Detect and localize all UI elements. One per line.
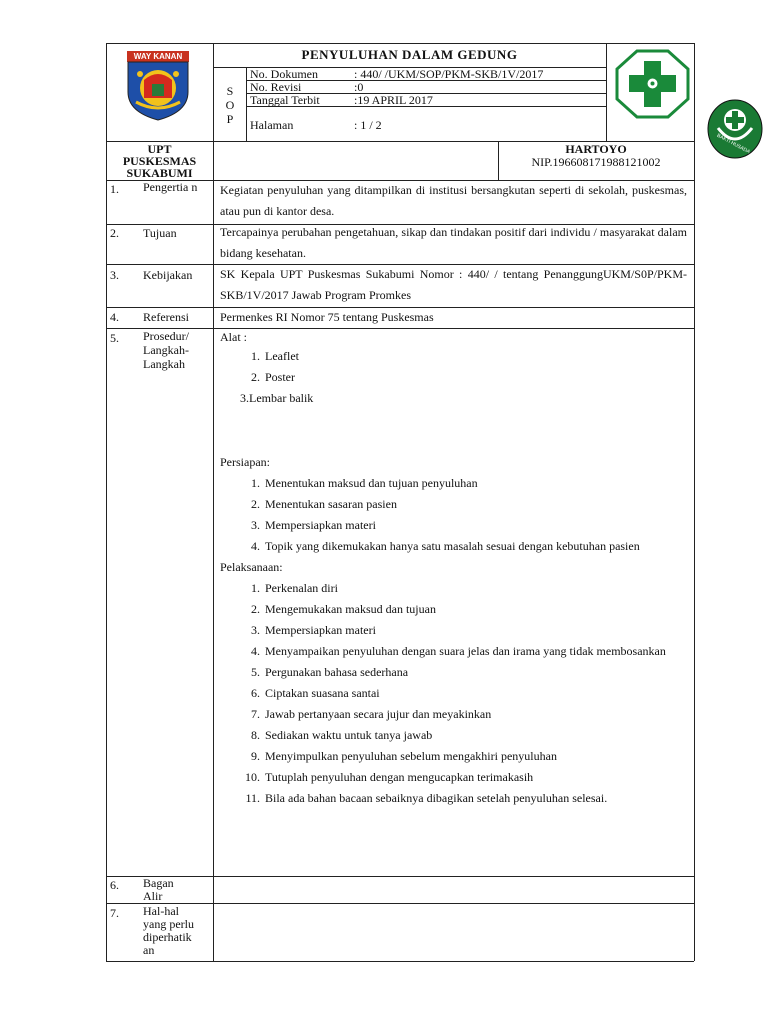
sop-letter: P [226, 112, 234, 126]
row-number: 2. [110, 226, 119, 240]
list-text: Ciptakan suasana santai [265, 686, 380, 700]
list-item [220, 746, 687, 767]
row-label: Referensi [143, 310, 189, 324]
list-text: Mempersiapkan materi [265, 518, 376, 532]
field-label-tanggal-terbit: Tanggal Terbit [250, 93, 320, 107]
list-item [220, 704, 687, 725]
list-number: 2. [251, 602, 260, 616]
list-number: 3. [251, 623, 260, 637]
list-text: Leaflet [265, 349, 299, 363]
list-number: 8. [251, 728, 260, 742]
row-label: Tujuan [143, 226, 177, 240]
org-name [106, 143, 213, 179]
list-item [220, 367, 687, 388]
list-number: 4. [251, 644, 260, 658]
list-item [220, 346, 687, 367]
puskesmas-cross-logo [615, 49, 690, 119]
list-text: Tutuplah penyuluhan dengan mengucapkan terimakasih [265, 770, 534, 784]
list-number: 6. [251, 686, 260, 700]
list-text: Menyampaikan penyuluhan dengan suara jelas dan irama yang tidak membosankan [265, 644, 666, 658]
list-text: Menyimpulkan penyuluhan sebelum mengakhiri penyuluhan [265, 749, 557, 763]
sop-letter: S [226, 84, 234, 98]
list-item [220, 767, 687, 788]
list-text: Mengemukakan maksud dan tujuan [265, 602, 436, 616]
list-number: 7. [251, 707, 260, 721]
list-text: Mempersiapkan materi [265, 623, 376, 637]
list-text: Sediakan waktu untuk tanya jawab [265, 728, 433, 742]
bakti-husada-logo [706, 98, 764, 160]
list-item [220, 662, 687, 683]
list-number: 1. [251, 349, 260, 363]
field-value-halaman: : 1 / 2 [354, 118, 382, 132]
persiapan-list [220, 473, 687, 557]
row-number: 6. [110, 878, 119, 892]
list-item [220, 620, 687, 641]
org-line: SUKABUMI [126, 166, 193, 180]
list-text: Jawab pertanyaan secara jujur dan meyakinkan [265, 707, 492, 721]
list-item [220, 599, 687, 620]
org-line: UPT [147, 142, 172, 156]
list-item [220, 641, 687, 662]
pelaksanaan-heading: Pelaksanaan: [220, 560, 283, 574]
list-number: 9. [251, 749, 260, 763]
list-text: Menentukan maksud dan tujuan penyuluhan [265, 476, 478, 490]
list-number: 11. [245, 791, 260, 805]
row-label: Kebijakan [143, 268, 193, 282]
list-number: 1. [251, 476, 260, 490]
list-text: Poster [265, 370, 295, 384]
sop-letter: O [225, 98, 235, 112]
list-number: 5. [251, 665, 260, 679]
list-number: 2. [251, 370, 260, 384]
list-item [220, 788, 687, 809]
signer-nip: NIP.196608171988121002 [531, 155, 661, 169]
list-item [220, 473, 687, 494]
logo-right-text: BAKTI HUSADA [715, 132, 751, 156]
alat-list [220, 346, 687, 388]
field-value-no-dokumen: : 440/ /UKM/SOP/PKM-SKB/1V/2017 [354, 67, 544, 81]
row-label: Pengertia n [143, 180, 198, 194]
list-number: 1. [251, 581, 260, 595]
field-value-tanggal-terbit: :19 APRIL 2017 [354, 93, 433, 107]
list-item [220, 578, 687, 599]
alat-heading: Alat : [220, 330, 247, 344]
pelaksanaan-list [220, 578, 687, 809]
field-label-no-revisi: No. Revisi [250, 80, 302, 94]
list-text: Pergunakan bahasa sederhana [265, 665, 409, 679]
row-number: 7. [110, 906, 119, 920]
field-label-no-dokumen: No. Dokumen [250, 67, 318, 81]
list-text: Bila ada bahan bacaan sebaiknya dibagikan setelah penyuluhan selesai. [265, 791, 608, 805]
list-number: 2. [251, 497, 260, 511]
field-value-no-revisi: :0 [354, 80, 364, 94]
document-title: PENYULUHAN DALAM GEDUNG [301, 47, 518, 62]
row-text: Permenkes RI Nomor 75 tentang Puskesmas [220, 310, 434, 324]
list-number: 4. [251, 539, 260, 553]
list-text: Perkenalan diri [265, 581, 338, 595]
list-item [220, 494, 687, 515]
row-label: Bagan Alir [143, 876, 174, 903]
alat-third-item: 3.Lembar balik [240, 391, 314, 405]
list-item [220, 515, 687, 536]
row-label: Hal-hal yang perlu diperhatik an [143, 904, 194, 957]
list-text: Menentukan sasaran pasien [265, 497, 397, 511]
logo-left-text: WAY KANAN [133, 52, 183, 61]
row-text: SK Kepala UPT Puskesmas Sukabumi Nomor : 440/ / tentang PenanggungUKM/S0P/PKM-SKB/1V/2017 Jawab Program Promkes [220, 267, 687, 302]
row-text: Tercapainya perubahan pengetahuan, sikap dan tindakan positif dari individu / masyarakat dalam bidang kesehatan. [220, 225, 687, 260]
org-line: PUSKESMAS [122, 154, 197, 168]
list-item [220, 683, 687, 704]
signer-name: HARTOYO [565, 142, 627, 156]
list-number: 10. [245, 770, 260, 784]
list-text: Topik yang dikemukakan hanya satu masalah sesuai dengan kebutuhan pasien [265, 539, 640, 553]
list-item [220, 536, 687, 557]
row-number: 5. [110, 331, 119, 345]
list-number: 3. [251, 518, 260, 532]
field-label-halaman: Halaman [250, 118, 294, 132]
row-number: 4. [110, 310, 119, 324]
row-label: Prosedur/ Langkah- Langkah [143, 329, 189, 371]
list-item [220, 725, 687, 746]
row-text: Kegiatan penyuluhan yang ditampilkan di institusi bersangkutan seperti di sekolah, puskesmas, atau pun di kantor desa. [220, 183, 687, 218]
row-number: 1. [110, 182, 119, 196]
procedure-content [220, 328, 687, 809]
persiapan-heading: Persiapan: [220, 455, 270, 469]
row-number: 3. [110, 268, 119, 282]
sop-label [219, 84, 241, 126]
